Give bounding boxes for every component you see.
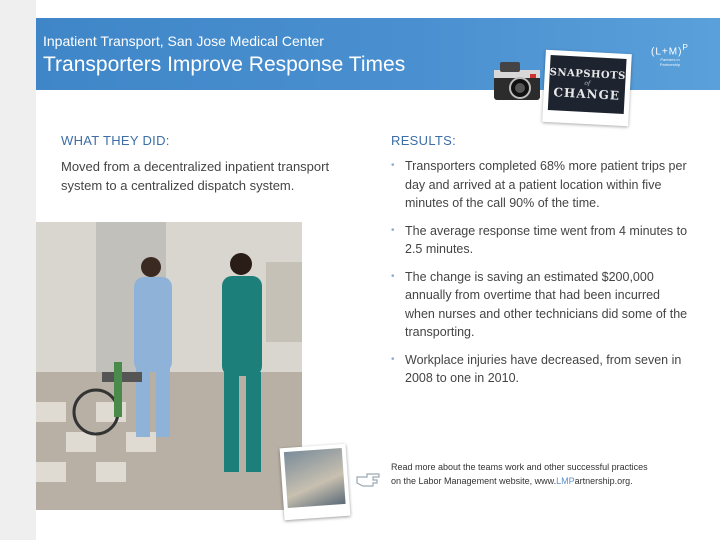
bullet-icon: • (391, 270, 395, 282)
bullet-icon: • (391, 353, 395, 365)
bullet-icon: • (391, 224, 395, 236)
result-text: The average response time went from 4 minutes to 2.5 minutes. (405, 223, 688, 256)
snapshot-line1: SNAPSHOTS (549, 66, 627, 82)
website-link-accent[interactable]: LMP (556, 476, 575, 486)
logo-superscript: P (682, 42, 689, 52)
snapshot-line2: of (584, 79, 591, 87)
results-list (391, 157, 691, 397)
read-more-text: Read more about the teams work and other successful practices on the Labor Management website, www. (391, 462, 648, 486)
result-item (391, 268, 691, 342)
snapshot-line3: CHANGE (553, 84, 621, 103)
result-text: Transporters completed 68% more patient trips per day and arrived at a patient location within five minutes of the call 90% of the time. (405, 159, 687, 210)
result-text: The change is saving an estimated $200,000 annually from overtime that had been incurred when nurses and other technicians did some of the transporting. (405, 269, 688, 339)
hospital-transport-photo (36, 222, 302, 510)
logo-mark: (L+M) (651, 46, 683, 58)
snapshots-of-change-badge (542, 50, 632, 126)
logo-tagline: Partners in Partnership (659, 57, 681, 68)
website-link-rest[interactable]: artnership.org. (574, 476, 633, 486)
pointing-hand-icon (355, 470, 381, 490)
read-more-note (391, 460, 651, 488)
page-title: Transporters Improve Response Times (43, 53, 406, 76)
left-margin-strip (0, 0, 36, 540)
header-subtitle: Inpatient Transport, San Jose Medical Center (43, 33, 324, 49)
result-item (391, 351, 691, 388)
camera-icon (490, 56, 546, 108)
transporter-thumbnail-photo (280, 444, 351, 520)
results-heading: RESULTS: (391, 133, 457, 148)
what-they-did-heading: WHAT THEY DID: (61, 133, 170, 148)
what-they-did-text: Moved from a decentralized inpatient transport system to a centralized dispatch system. (61, 159, 330, 193)
result-item (391, 222, 691, 259)
lmp-logo (650, 42, 690, 70)
bullet-icon: • (391, 160, 395, 171)
result-text: Workplace injuries have decreased, from seven in 2008 to one in 2010. (405, 352, 682, 385)
result-item (391, 157, 691, 213)
